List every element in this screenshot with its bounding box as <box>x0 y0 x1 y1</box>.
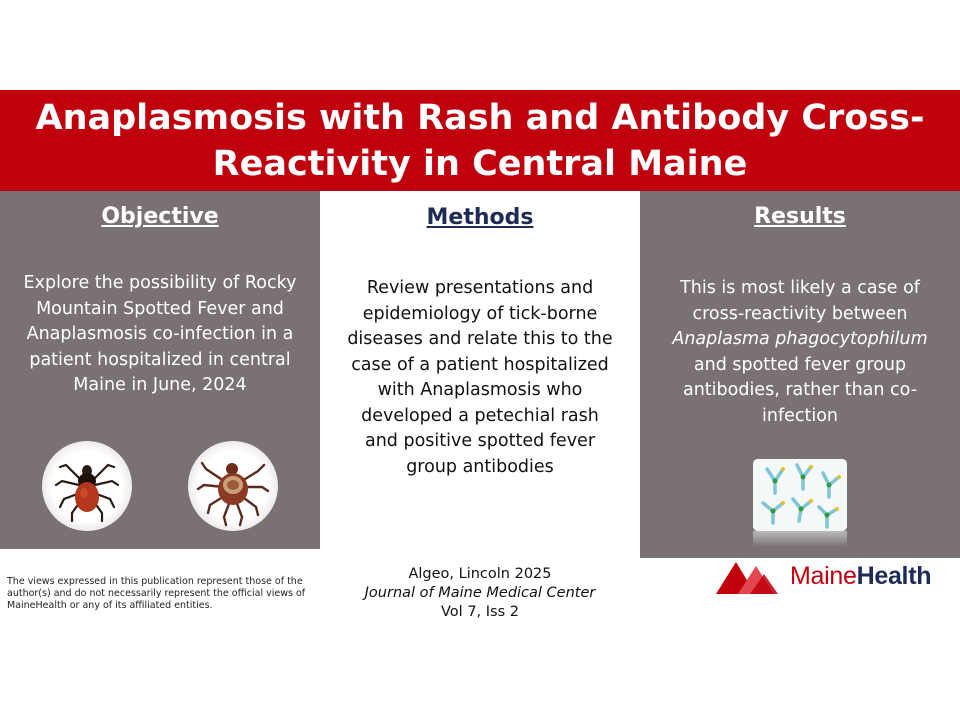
results-text <box>658 276 942 429</box>
objective-panel <box>0 191 320 549</box>
results-text-start: This is most likely a case of cross-reactivity between <box>680 278 920 324</box>
antibody-icon <box>753 459 847 531</box>
mainehealth-logo <box>716 556 956 596</box>
objective-text: Explore the possibility of Rocky Mountain Spotted Fever and Anaplasmosis co-infection in a patient hospitalized in central Maine in June, 2024 <box>23 273 297 395</box>
results-text-end: and spotted fever group antibodies, rather than co-infection <box>682 354 918 426</box>
methods-heading: Methods <box>426 205 534 230</box>
citation-journal: Journal of Maine Medical Center <box>364 585 596 601</box>
tick-icon <box>188 441 278 531</box>
results-panel <box>640 191 960 558</box>
mainehealth-logo-icon <box>716 556 786 596</box>
page-title: Anaplasmosis with Rash and Antibody Cross-Reactivity in Central Maine <box>35 97 925 184</box>
logo-word-health: Health <box>856 561 932 590</box>
logo-word-maine: Maine <box>790 561 857 590</box>
results-organism: Anaplasma phagocytophilum <box>672 329 928 349</box>
antibody-reflection <box>753 531 847 547</box>
methods-panel <box>320 191 640 549</box>
results-heading: Results <box>754 204 846 229</box>
citation-volume: Vol 7, Iss 2 <box>441 604 519 620</box>
logo-wordmark <box>790 562 931 591</box>
tick-icon <box>42 441 132 531</box>
citation <box>340 565 620 622</box>
methods-text: Review presentations and epidemiology of tick-borne diseases and relate this to the case of a patient hospitalized with Anaplasmosis who developed a petechial rash and positive spotted fever group antibodies <box>347 278 613 477</box>
disclaimer-text: The views expressed in this publication represent those of the author(s) and do not necessarily represent the official views of MaineHealth or any of its affiliated entities. <box>7 576 306 611</box>
title-banner <box>0 90 960 191</box>
citation-authors: Algeo, Lincoln 2025 <box>408 566 552 582</box>
objective-heading: Objective <box>101 204 219 229</box>
